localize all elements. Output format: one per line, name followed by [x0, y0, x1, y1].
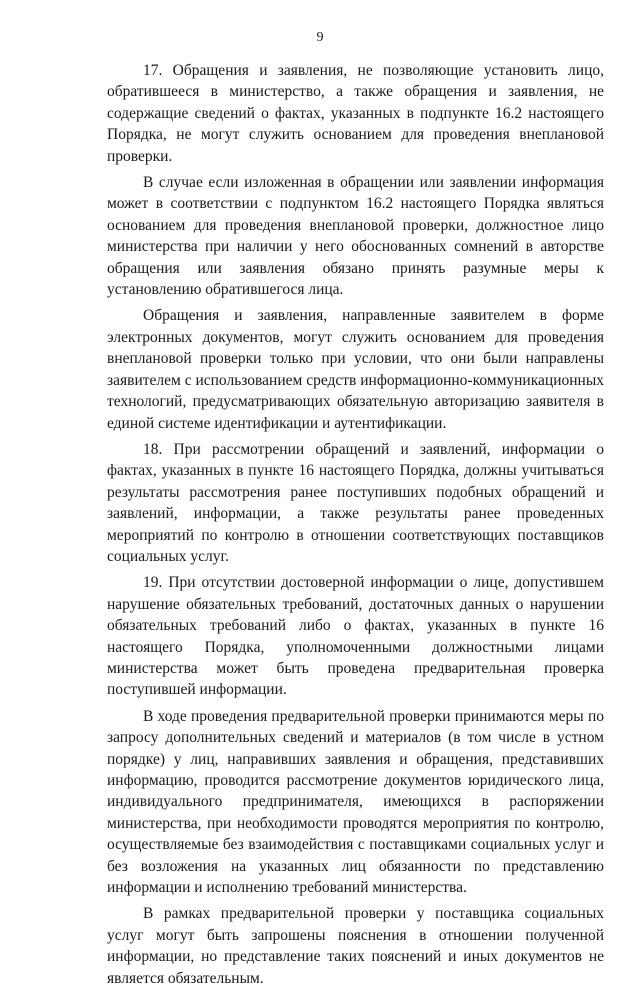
document-body [107, 60, 604, 994]
paragraph-electronic-documents: Обращения и заявления, направленные заявителем в форме электронных документов, могут служить основанием для проведения внеплановой проверки только при условии, что они были направлены заявителем с использованием средств информационно-коммуникационных технологий, предусматривающих обязательную авторизацию заявителя в единой системе идентификации и аутентификации. [107, 307, 604, 432]
paragraph-19: 19. При отсутствии достоверной информации о лице, допустившем нарушение обязательных требований, достаточных данных о нарушении обязательных требований либо о фактах, указанных в пункте 16 настоящего Порядка, уполномоченными должностными лицами министерства может быть проведена предварительная проверка поступившей информации. [107, 574, 604, 699]
paragraph-explanations: В рамках предварительной проверки у поставщика социальных услуг могут быть запрошены пояснения в отношении полученной информации, но представление таких пояснений и иных документов не является обязательным. [107, 905, 604, 987]
paragraph-preliminary-check: В ходе проведения предварительной проверки принимаются меры по запросу дополнительных сведений и материалов (в том числе в устном порядке) у лиц, направивших заявления и обращения, представивших информацию, проводится рассмотрение документов юридического лица, индивидуального предпринимателя, имеющихся в распоряжении министерства, при необходимости проводятся мероприятия по контролю, осуществляемые без взаимодействия с поставщиками социальных услуг и без возложения на указанных лиц обязанности по представлению информации и исполнению требований министерства. [107, 707, 604, 897]
paragraph-authorship: В случае если изложенная в обращении или заявлении информация может в соответствии с подпунктом 16.2 настоящего Порядка являться основанием для проведения внеплановой проверки, должностное лицо министерства при наличии у него обоснованных сомнений в авторстве обращения или заявления обязано принять разумные меры к установлению обратившегося лица. [107, 174, 604, 299]
page-number: 9 [316, 30, 324, 45]
paragraph-17: 17. Обращения и заявления, не позволяющие установить лицо, обратившееся в министерство, а также обращения и заявления, не содержащие сведений о фактах, указанных в подпункте 16.2 настоящего Порядка, не могут служить основанием для проведения внеплановой проверки. [107, 62, 604, 165]
paragraph-18: 18. При рассмотрении обращений и заявлений, информации о фактах, указанных в пункте 16 настоящего Порядка, должны учитываться результаты рассмотрения ранее поступивших подобных обращений и заявлений, информации, а также результаты ранее проведенных мероприятий по контролю в отношении соответствующих поставщиков социальных услуг. [107, 440, 604, 565]
